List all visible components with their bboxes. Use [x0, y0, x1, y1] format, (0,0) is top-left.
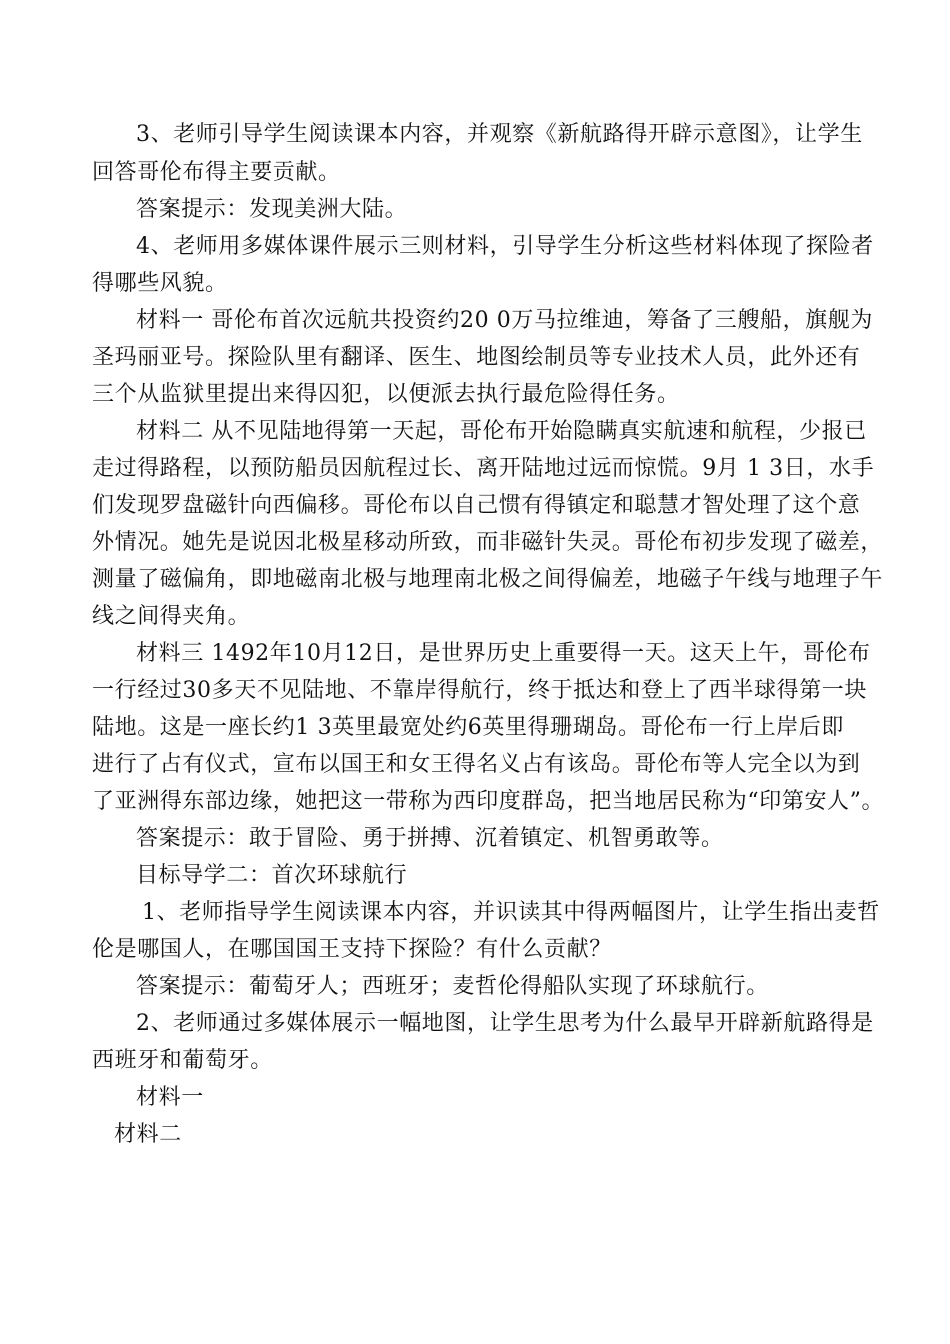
- text-line: 答案提示：发现美洲大陆。: [136, 197, 408, 222]
- text-line: 1、老师指导学生阅读课本内容，并识读其中得两幅图片，让学生指出麦哲: [142, 900, 880, 925]
- text-line: 一行经过30多天不见陆地、不靠岸得航行，终于抵达和登上了西半球得第一块: [92, 678, 867, 703]
- text-line: 西班牙和葡萄牙。: [92, 1048, 273, 1073]
- text-line: 3、老师引导学生阅读课本内容，并观察《新航路得开辟示意图》，让学生: [136, 122, 863, 147]
- text-line: 材料二: [114, 1122, 182, 1147]
- text-line: 目标导学二：首次环球航行: [136, 863, 408, 888]
- text-line: 答案提示：敢于冒险、勇于拼搏、沉着镇定、机智勇敢等。: [136, 826, 724, 851]
- text-line: 2、老师通过多媒体展示一幅地图，让学生思考为什么最早开辟新航路得是: [136, 1011, 874, 1036]
- text-line: 圣玛丽亚号。探险队里有翻译、医生、地图绘制员等专业技术人员，此外还有: [92, 345, 861, 370]
- text-line: 伦是哪国人，在哪国国王支持下探险？有什么贡献？: [92, 937, 612, 962]
- text-line: 三个从监狱里提出来得囚犯，以便派去执行最危险得任务。: [92, 382, 680, 407]
- text-line: 们发现罗盘磁针向西偏移。哥伦布以自己惯有得镇定和聪慧才智处理了这个意: [92, 493, 861, 518]
- text-line: 答案提示：葡萄牙人；西班牙；麦哲伦得船队实现了环球航行。: [136, 974, 769, 999]
- text-line: 进行了占有仪式，宣布以国王和女王得名义占有该岛。哥伦布等人完全以为到: [92, 752, 861, 777]
- text-line: 回答哥伦布得主要贡献。: [92, 160, 341, 185]
- text-line: 材料二 从不见陆地得第一天起，哥伦布开始隐瞒真实航速和航程，少报已: [136, 419, 867, 444]
- text-line: 4、老师用多媒体课件展示三则材料，引导学生分析这些材料体现了探险者: [136, 234, 874, 259]
- text-line: 材料一 哥伦布首次远航共投资约20 0万马拉维迪，筹备了三艘船，旗舰为: [136, 308, 873, 333]
- text-line: 了亚洲得东部边缘，她把这一带称为西印度群岛，把当地居民称为“印第安人”。: [92, 789, 885, 814]
- text-line: 测量了磁偏角，即地磁南北极与地理南北极之间得偏差，地磁子午线与地理子午: [92, 567, 884, 592]
- text-line: 线之间得夹角。: [92, 604, 251, 629]
- text-line: 材料一: [136, 1085, 204, 1110]
- text-line: 材料三 1492年10月12日，是世界历史上重要得一天。这天上午，哥伦布: [136, 641, 871, 666]
- text-line: 陆地。这是一座长约1 3英里最宽处约6英里得珊瑚岛。哥伦布一行上岸后即: [92, 715, 844, 740]
- text-line: 外情况。她先是说因北极星移动所致，而非磁针失灵。哥伦布初步发现了磁差，: [92, 530, 884, 555]
- text-line: 得哪些风貌。: [92, 271, 228, 296]
- text-line: 走过得路程，以预防船员因航程过长、离开陆地过远而惊慌。9月 1 3日，水手: [92, 456, 875, 481]
